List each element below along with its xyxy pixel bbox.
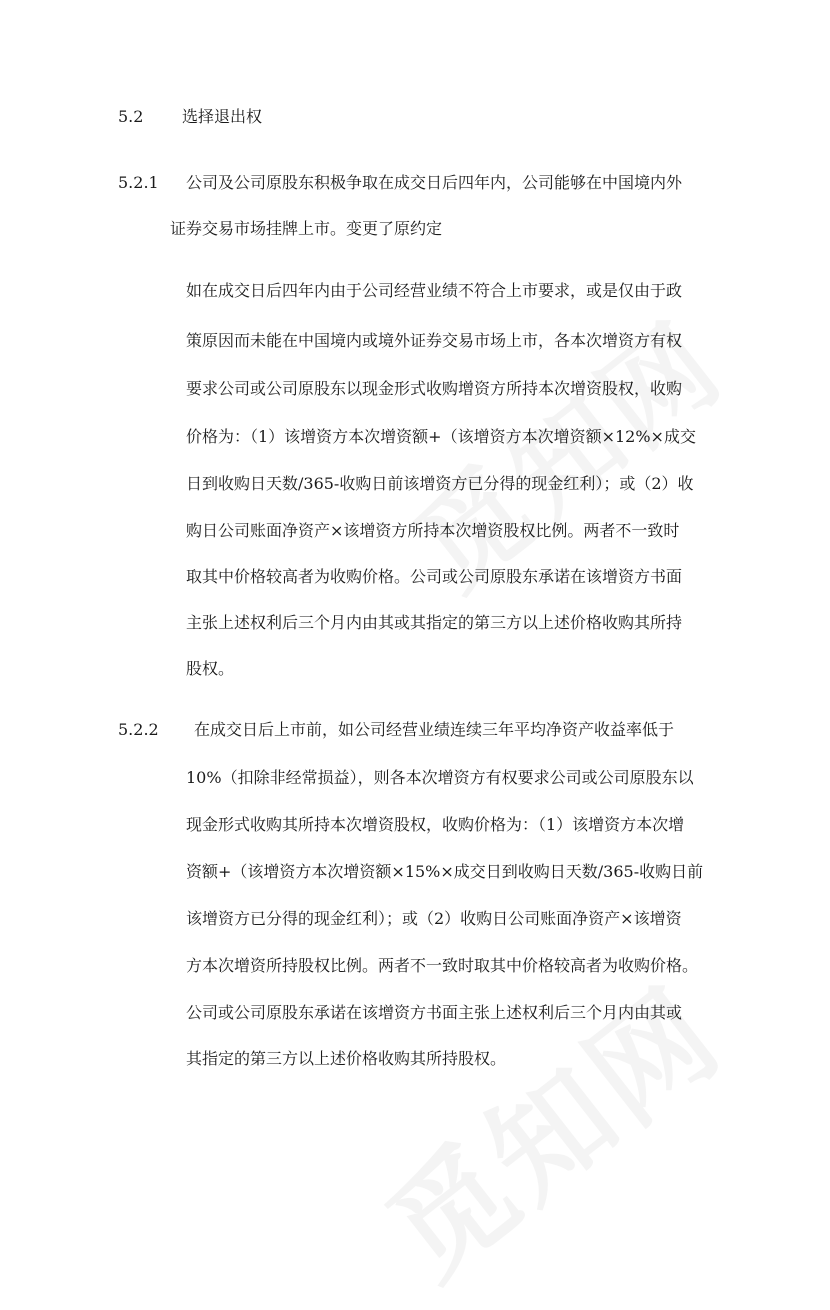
section-title: 选择退出权 bbox=[182, 107, 263, 126]
clause-text-line: 其指定的第三方以上述价格收购其所持股权。 bbox=[186, 1049, 507, 1068]
paragraph-line: 主张上述权利后三个月内由其或其指定的第三方以上述价格收购其所持 bbox=[186, 613, 683, 632]
clause-number-5-2-2: 5.2.2 bbox=[118, 720, 159, 739]
clause-text-line: 证券交易市场挂牌上市。变更了原约定 bbox=[170, 219, 443, 238]
clause-text-line: 现金形式收购其所持本次增资股权，收购价格为：（1）该增资方本次增 bbox=[186, 815, 685, 834]
clause-text-line: 该增资方已分得的现金红利）；或（2）收购日公司账面净资产×该增资 bbox=[186, 909, 682, 928]
paragraph-line: 购日公司账面净资产×该增资方所持本次增资股权比例。两者不一致时 bbox=[186, 521, 680, 540]
paragraph-line: 日到收购日天数/365-收购日前该增资方已分得的现金红利）；或（2）收 bbox=[186, 474, 694, 493]
clause-number-5-2-1: 5.2.1 bbox=[118, 173, 159, 192]
watermark bbox=[347, 942, 751, 1310]
clause-text-line: 方本次增资所持股权比例。两者不一致时取其中价格较高者为收购价格。 bbox=[186, 956, 699, 975]
paragraph-line: 价格为：（1）该增资方本次增资额+（该增资方本次增资额×12%×成交 bbox=[186, 427, 696, 446]
clause-text-line: 公司或公司原股东承诺在该增资方书面主张上述权利后三个月内由其或 bbox=[186, 1003, 683, 1022]
clause-text-line: 公司及公司原股东积极争取在成交日后四年内，公司能够在中国境内外 bbox=[186, 173, 683, 192]
clause-text-line: 10%（扣除非经常损益），则各本次增资方有权要求公司或公司原股东以 bbox=[186, 768, 694, 787]
paragraph-line: 股权。 bbox=[186, 659, 235, 678]
paragraph-line: 策原因而未能在中国境内或境外证券交易市场上市，各本次增资方有权 bbox=[186, 331, 683, 350]
paragraph-line: 取其中价格较高者为收购价格。公司或公司原股东承诺在该增资方书面 bbox=[186, 567, 683, 586]
clause-text-line: 在成交日后上市前，如公司经营业绩连续三年平均净资产收益率低于 bbox=[194, 720, 675, 739]
clause-text-line: 资额+（该增资方本次增资额×15%×成交日到收购日天数/365-收购日前 bbox=[186, 862, 704, 881]
section-number: 5.2 bbox=[118, 107, 144, 126]
paragraph-line: 要求公司或公司原股东以现金形式收购增资方所持本次增资股权，收购 bbox=[186, 379, 683, 398]
paragraph-line: 如在成交日后四年内由于公司经营业绩不符合上市要求，或是仅由于政 bbox=[186, 281, 683, 300]
